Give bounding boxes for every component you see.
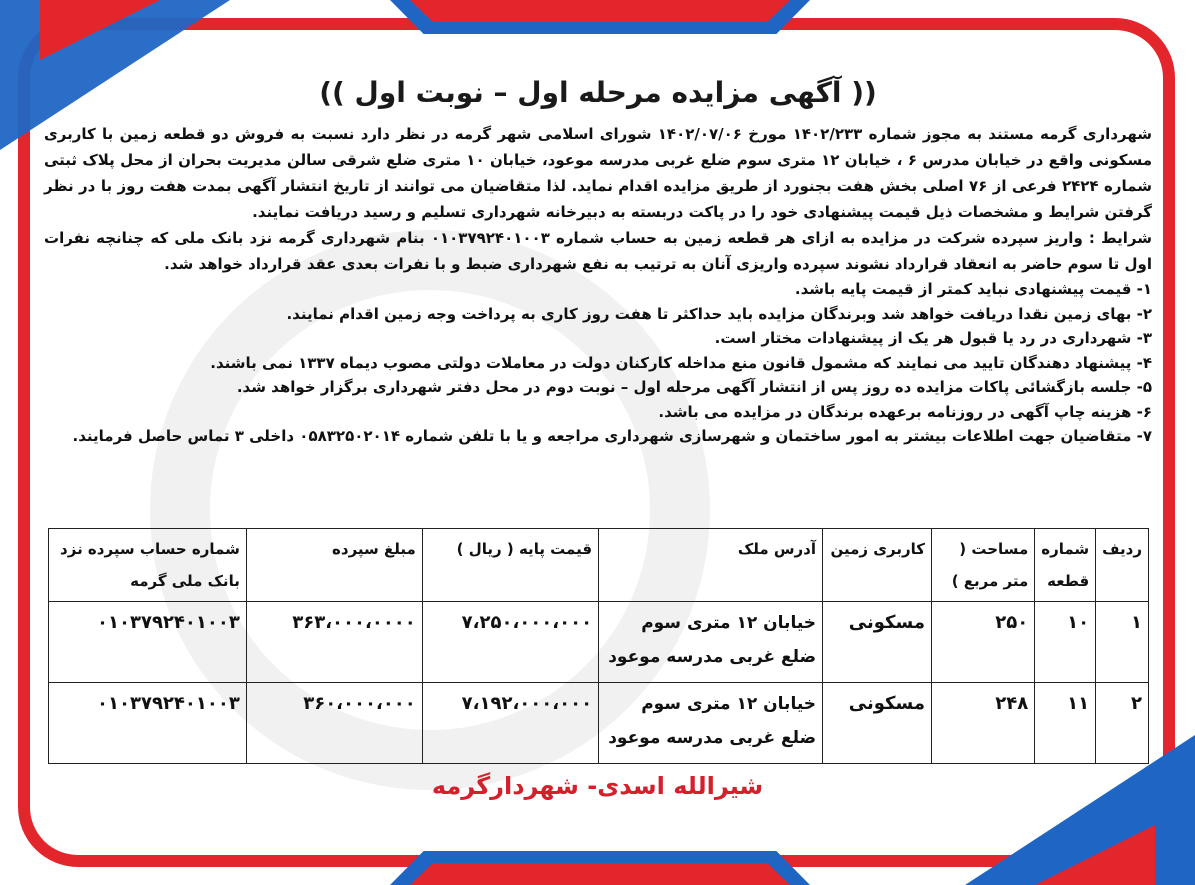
notice-body [44, 70, 1152, 449]
conditions-paragraph: شرایط : واریز سپرده شرکت در مزایده به ازای هر قطعه زمین به حساب شماره ۰۱۰۳۷۹۲۴۰۱۰۰۳ بنام شهرداری گرمه نزد بانک ملی که چنانچه نفرات اول تا سوم حاضر به انعقاد قرارداد نشوند سپرده واریزی آنان به ترتیب به نفع شهرداری ضبط و با نفرات بعدی عقد قرارداد خواهد شد. [44, 229, 1152, 273]
table-row [49, 602, 1149, 683]
cell-row-number: ۲ [1096, 683, 1149, 764]
corner-decoration-bottom-right-red [1035, 825, 1155, 885]
top-tab-inner-decoration [410, 0, 790, 22]
cell-row-number: ۱ [1096, 602, 1149, 683]
cell-deposit: ۳۶۰،۰۰۰،۰۰۰ [246, 683, 422, 764]
header-land-use: کاربری زمین [823, 529, 932, 602]
cell-base-price: ۷،۲۵۰،۰۰۰،۰۰۰ [422, 602, 598, 683]
cell-land-use: مسکونی [823, 602, 932, 683]
header-account: شماره حساب سپرده نزد بانک ملی گرمه [49, 529, 247, 602]
cell-address: خیابان ۱۲ متری سوم ضلع غربی مدرسه موعود [599, 683, 823, 764]
header-base-price: قیمت پایه ( ریال ) [422, 529, 598, 602]
list-item: ۳- شهرداری در رد یا قبول هر یک از پیشنهادات مختار است. [714, 329, 1152, 347]
cell-lot-number: ۱۰ [1035, 602, 1096, 683]
intro-paragraph: شهرداری گرمه مستند به مجوز شماره ۱۴۰۲/۲۳۳ مورخ ۱۴۰۲/۰۷/۰۶ شورای اسلامی شهر گرمه در نظر دارد نسبت به فروش دو قطعه زمین با کاربری مسکونی واقع در خیابان مدرس ۶ ، خیابان ۱۲ متری سوم ضلع غربی مدرسه موعود، خیابان ۱۰ متری ضلع شرقی سالن مدیریت بحران از محل پلاک ثبتی شماره ۲۴۲۴ فرعی از ۷۶ اصلی بخش هفت بجنورد از طریق مزایده اقدام نماید. لذا متقاضیان می توانند از تاریخ انتشار آگهی بمدت هفت روز با در نظر گرفتن شرایط و مشخصات ذیل قیمت پیشنهادی خود را در پاکت دربسته به دبیرخانه شهرداری تسلیم و رسید دریافت نمایند. [44, 125, 1152, 221]
cell-area: ۲۵۰ [931, 602, 1034, 683]
list-item: ۲- بهای زمین نقدا دریافت خواهد شد وبرندگان مزایده باید حداکثر تا هفت روز کاری به پرداخت وجه زمین اقدام نمایند. [286, 304, 1152, 323]
table-header-row [49, 529, 1149, 602]
header-area: مساحت ( متر مربع ) [931, 529, 1034, 602]
cell-lot-number: ۱۱ [1035, 683, 1096, 764]
auction-table [48, 528, 1149, 764]
list-item: ۵- جلسه بازگشائی پاکات مزایده ده روز پس از انتشار آگهی مرحله اول – نوبت دوم در محل دفتر شهرداری برگزار خواهد شد. [236, 378, 1152, 396]
header-row-number: ردیف [1096, 529, 1149, 602]
cell-base-price: ۷،۱۹۲،۰۰۰،۰۰۰ [422, 683, 598, 764]
cell-address: خیابان ۱۲ متری سوم ضلع غربی مدرسه موعود [599, 602, 823, 683]
table-row [49, 683, 1149, 764]
list-item: ۶- هزینه چاپ آگهی در روزنامه برعهده برندگان در مزایده می باشد. [658, 402, 1152, 421]
cell-account: ۰۱۰۳۷۹۲۴۰۱۰۰۳ [49, 602, 247, 683]
header-address: آدرس ملک [599, 529, 823, 602]
bottom-tab-inner-decoration [410, 863, 790, 885]
notice-title: (( آگهی مزایده مرحله اول – نوبت اول )) [319, 76, 877, 109]
corner-decoration-top-left-red [40, 0, 160, 60]
list-item: ۱- قیمت پیشنهادی نباید کمتر از قیمت پایه باشد. [794, 280, 1152, 298]
cell-land-use: مسکونی [823, 683, 932, 764]
header-deposit: مبلغ سپرده [246, 529, 422, 602]
conditions-list [44, 277, 1152, 449]
mayor-signature: شیرالله اسدی- شهردارگرمه [431, 772, 764, 800]
header-lot-number: شماره قطعه [1035, 529, 1096, 602]
list-item: ۷- متقاضیان جهت اطلاعات بیشتر به امور ساختمان و شهرسازی شهرداری مراجعه و یا با تلفن شماره ۰۵۸۳۲۵۰۲۰۱۴ داخلی ۳ تماس حاصل فرمایند. [72, 427, 1152, 445]
cell-area: ۲۴۸ [931, 683, 1034, 764]
cell-account: ۰۱۰۳۷۹۲۴۰۱۰۰۳ [49, 683, 247, 764]
list-item: ۴- پیشنهاد دهندگان تایید می نمایند که مشمول قانون منع مداخله کارکنان دولت در معاملات دولتی مصوب دیماه ۱۳۳۷ نمی باشند. [210, 353, 1152, 372]
cell-deposit: ۳۶۳،۰۰۰،۰۰۰۰ [246, 602, 422, 683]
